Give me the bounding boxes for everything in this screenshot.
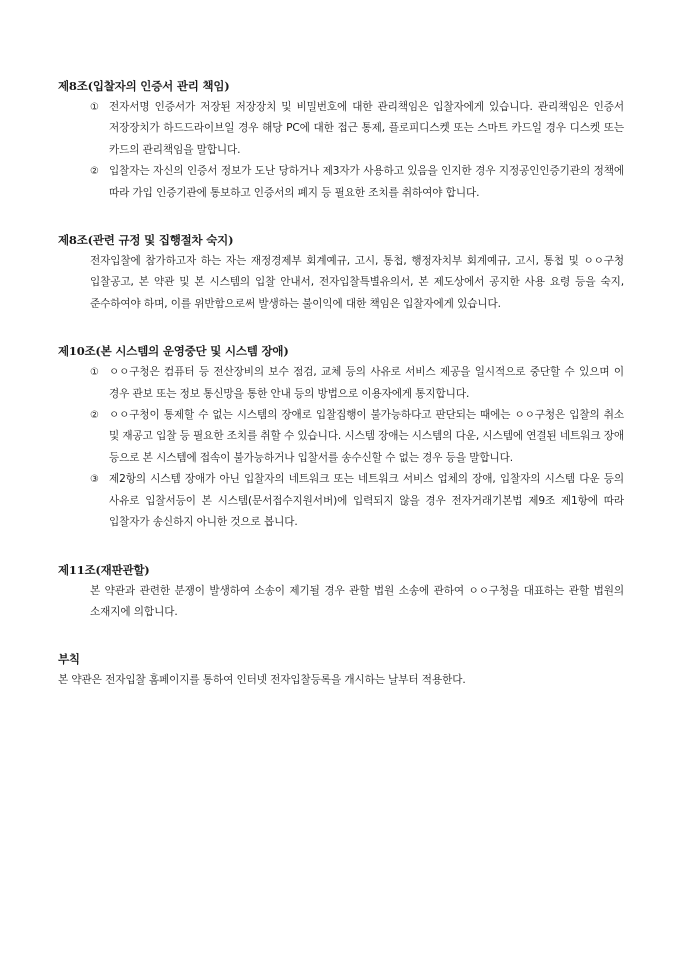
clause-item [58,405,624,469]
clause-number: ② [90,166,99,178]
clause-number: ① [90,102,99,113]
clause-text: 제2항의 시스템 장애가 아닌 입찰자의 네트워크 또는 네트워크 서비스 업체의 장애, 입찰자의 시스템 다운 등의 사유로 입찰서등이 본 시스템(문서접수지원서버)에 입력되지 않을 경우 전자거래기본법 제9조 제1항에 따라 입찰자가 송신하지 아니한 것으로 봅니다. [109,473,624,529]
article-text: 본 약관과 관련한 분쟁이 발생하여 소송이 제기될 경우 관할 법원 소송에 관하여 ㅇㅇ구청을 대표하는 관할 법원의 소재지에 의합니다. [90,584,624,618]
article-11-jurisdiction [58,560,624,624]
clause-text: 입찰자는 자신의 인증서 정보가 도난 당하거나 제3자가 사용하고 있음을 인지한 경우 지정공인인증기관의 정책에 따라 가입 인증기관에 통보하고 인증서의 폐지 등 필요한 조치를 취하여야 합니다. [109,165,624,199]
clause-item [58,469,624,533]
article-title: 제8조(관련 규정 및 집행절차 숙지) [58,233,234,248]
article-title: 제8조(입찰자의 인증서 관리 책임) [58,79,230,93]
clause-item [58,97,624,161]
article-8-regulations [58,230,624,315]
article-text: 본 약관은 전자입찰 홈페이지를 통하여 인터넷 전자입찰등록을 개시하는 날부터 적용한다. [58,674,466,687]
article-title: 부칙 [58,652,80,667]
article-title: 제11조(재판관할) [58,562,150,577]
clause-text: ㅇㅇ구청은 컴퓨터 등 전산장비의 보수 점검, 교체 등의 사유로 서비스 제공을 일시적으로 중단할 수 있으며 이 경우 관보 또는 정보 통신망을 통한 안내 등의 방법으로 이용자에게 통지합니다. [109,366,624,400]
article-text: 전자입찰에 참가하고자 하는 자는 재정경제부 회계예규, 고시, 통첩, 행정자치부 회계예규, 고시, 통첩 및 ㅇㅇ구청 입찰공고, 본 약관 및 본 시스템의 입찰 안내서, 전자입찰특별유의서, 본 제도상에서 공지한 사용 요령 등을 숙지, 준수하여야 하며, 이를 위반함으로써 발생하는 불이익에 대한 책임은 입찰자에게 있습니다. [90,255,624,310]
clause-number: ① [90,367,99,379]
addendum [58,649,624,691]
clause-text: 전자서명 인증서가 저장된 저장장치 및 비밀번호에 대한 관리책임은 입찰자에게 있습니다. 관리책임은 인증서 저장장치가 하드드라이브일 경우 해당 PC에 대한 접근 통제, 플로피디스켓 또는 스마트 카드일 경우 디스켓 또는 카드의 관리책임을 말합니다. [109,101,624,156]
clause-item [58,362,624,405]
clause-text: ㅇㅇ구청이 통제할 수 없는 시스템의 장애로 입찰집행이 불가능하다고 판단되는 때에는 ㅇㅇ구청은 입찰의 취소 및 재공고 입찰 등 필요한 조치를 취할 수 있습니다. 시스템 장애는 시스템의 다운, 시스템에 연결된 네트워크 장애 등으로 본 시스템에 접속이 불가능하거나 입찰서를 송수신할 수 없는 경우 등을 말합니다. [109,409,624,464]
clause-number: ③ [90,474,99,486]
article-10-system-outage [58,341,624,533]
article-title: 제10조(본 시스템의 운영중단 및 시스템 장애) [58,344,289,359]
clause-item [58,161,624,204]
terms-document [58,76,624,718]
clause-number: ② [90,410,99,422]
article-8-cert-management [58,76,624,204]
